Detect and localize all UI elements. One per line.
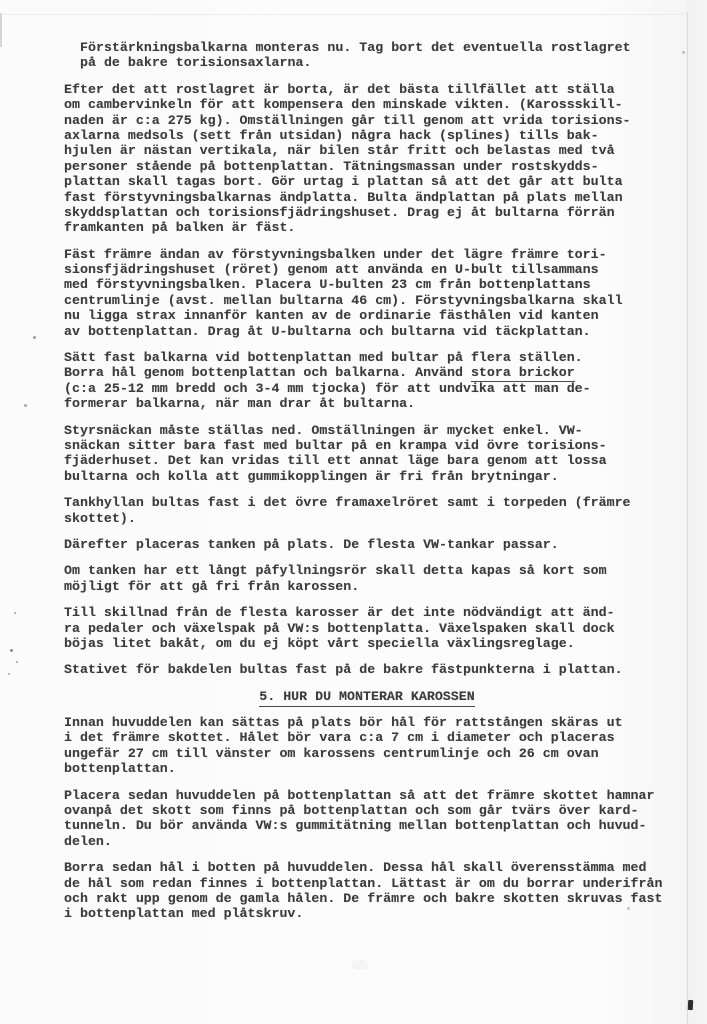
text-line: fast förstyvningsbalkarnas ändplatta. Bulta ändplattan på plats mellan [64, 189, 623, 205]
scan-speck [14, 612, 16, 614]
text-line: Förstärkningsbalkarna monteras nu. Tag bort det eventuella rostlagret [80, 40, 631, 55]
scan-speck [10, 649, 13, 652]
paragraph [64, 40, 670, 71]
text-line: av bottenplattan. Drag åt U-bultarna och bultarna vid täckplattan. [64, 323, 591, 339]
text-line: plattan skall tagas bort. Gör urtag i plattan så att det går att bulta [64, 174, 623, 190]
text-line: ungefär 27 cm till vänster om karossens centrumlinje och 26 cm ovan [64, 745, 599, 761]
scan-speck [33, 336, 36, 339]
text-line: i bottenplattan med plåtskruv. [64, 906, 304, 922]
text-line: Placera sedan huvuddelen på bottenplattan så att det främre skottet hamnar [64, 787, 655, 803]
paragraph [64, 605, 670, 651]
text-line: centrumlinje (avst. mellan bultarna 46 cm). Förstyvningsbalkarna skall [64, 292, 623, 308]
paragraph [64, 247, 670, 339]
text-line: snäckan sitter bara fast med bultar på en krampa vid övre torisions- [64, 437, 607, 453]
text-line: Sätt fast balkarna vid bottenplattan med bultar på flera ställen. [64, 350, 583, 366]
scan-edge-top [0, 14, 688, 15]
text-line: Styrsnäckan måste ställas ned. Omställningen är mycket enkel. VW- [64, 422, 583, 438]
section-heading-text: 5. HUR DU MONTERAR KAROSSEN [259, 689, 474, 707]
text-line: hjulen är nästan vertikala, när bilen står fritt och belastas med två [64, 143, 615, 159]
document-body [64, 40, 670, 933]
text-line: sionsfjädringshuset (röret) genom att använda en U-bult tillsammans [64, 262, 599, 278]
paragraph [64, 715, 670, 777]
text-line: ra pedaler och växelspak på VW:s bottenplatta. Växelspaken skall dock [64, 620, 615, 636]
text-line: i det främre skottet. Hålet bör vara c:a 7 cm i diameter och placeras [64, 730, 615, 746]
text-line: möjligt för att gå fri från karossen. [64, 578, 360, 594]
text-line: Om tanken har ett långt påfyllningsrör skall detta kapas så kort som [64, 563, 607, 579]
paragraph [64, 563, 670, 594]
scan-speck [8, 673, 10, 675]
underlined-phrase: stora brickor [470, 365, 575, 381]
paragraph [64, 860, 670, 922]
text-line: Innan huvuddelen kan sättas på plats bör hål för rattstången skäras ut [64, 715, 623, 731]
text-line: bottenplattan. [64, 761, 176, 777]
scan-smudge [352, 960, 368, 970]
text-line: på de bakre torisionsaxlarna. [80, 55, 312, 71]
paragraph [64, 495, 670, 526]
paragraph [64, 423, 670, 485]
scan-speck [24, 404, 27, 407]
scan-speck [682, 51, 685, 54]
text-line: böjas litet bakåt, om du ej köpt vårt speciella växlingsreglage. [64, 635, 575, 651]
text-line: delen. [64, 833, 112, 849]
text-line: skyddsplattan och torisionsfjädringshuset. Drag ej åt bultarna förrän [64, 204, 615, 220]
text-line: skottet). [64, 510, 136, 526]
scan-speck [16, 661, 18, 663]
text-line: nu ligga strax innanför kanten av de ordinarie fästhålen vid kanten [64, 308, 599, 324]
text-line: personer stående på bottenplattan. Tätningsmassan under rostskydds- [64, 158, 599, 174]
text-line: framkanten på balken är fäst. [64, 220, 296, 236]
text-line: tunneln. Du bör använda VW:s gummitätning mellan bottenplattan och huvud- [64, 818, 647, 834]
ink-mark [688, 1000, 694, 1010]
text-line: Därefter placeras tanken på plats. De flesta VW-tankar passar. [64, 536, 559, 552]
paragraph [64, 350, 670, 412]
text-line: (c:a 25-12 mm bredd och 3-4 mm tjocka) för att undvika att man de- [64, 380, 591, 396]
text-line: naden är c:a 275 kg). Omställningen går till genom att vrida torisions- [64, 112, 631, 128]
text-line: om cambervinkeln för att kompensera den minskade vikten. (Karossskill- [64, 97, 623, 113]
text-line: ovanpå det skott som finns på bottenplattan och som går tvärs över kard- [64, 803, 639, 819]
text-line: de hål som redan finnes i bottenplattan. Lättast är om du borrar underifrån [64, 875, 663, 891]
text-line: Borra sedan hål i botten på huvuddelen. Dessa hål skall överensstämma med [64, 860, 647, 876]
text-line: axlarna medsols (sett från utsidan) några hack (splines) tills bak- [64, 127, 599, 143]
scan-edge-left [0, 13, 2, 47]
section-heading [64, 689, 670, 704]
text-line: Fäst främre ändan av förstyvningsbalken under det lägre främre tori- [64, 246, 607, 262]
text-line: Till skillnad från de flesta karosser är det inte nödvändigt att änd- [64, 605, 615, 621]
paragraph [64, 788, 670, 850]
paragraph [64, 537, 670, 552]
text-line: formerar balkarna, när man drar åt bultarna. [64, 396, 416, 412]
scan-paper-edge [687, 12, 688, 1024]
text-line: fjäderhuset. Det kan vridas till ett annat läge bara genom att lossa [64, 453, 607, 469]
text-line: Stativet för bakdelen bultas fast på de bakre fästpunkterna i plattan. [64, 662, 623, 678]
text-line: bultarna och kolla att gummikopplingen är fri från brytningar. [64, 468, 559, 484]
paragraph [64, 82, 670, 236]
paragraph [64, 662, 670, 677]
text-line: med förstyvningsbalken. Placera U-bulten 23 cm från bottenplattans [64, 277, 591, 293]
text-line: Borra hål genom bottenplattan och balkarna. Använd stora brickor [64, 365, 575, 381]
text-line: och rakt upp genom de gamla hålen. De främre och bakre skotten skruvas fast [64, 890, 663, 906]
text-line: Efter det att rostlagret är borta, är det bästa tillfället att ställa [64, 81, 615, 97]
text-line: Tankhyllan bultas fast i det övre framaxelröret samt i torpeden (främre [64, 495, 631, 511]
